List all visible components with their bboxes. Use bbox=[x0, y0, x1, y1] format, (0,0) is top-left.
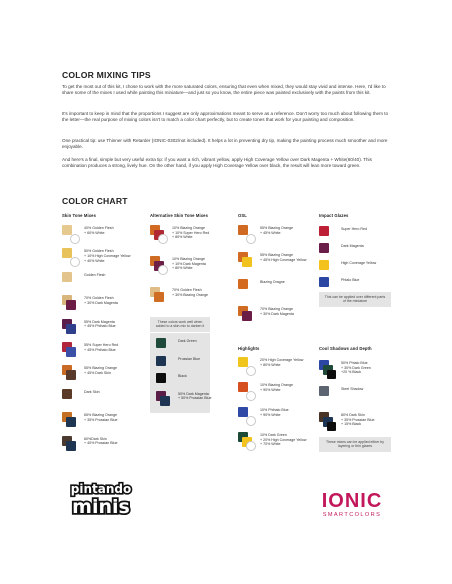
skin-mix-row bbox=[62, 412, 142, 434]
skin-mix-row bbox=[62, 295, 142, 317]
swatch-label: 10% Dark Green + 20% High Coverage Yellow + 70% White bbox=[260, 433, 307, 447]
alternative-skin-tone-heading: Alternative Skin Tone Mixes bbox=[150, 213, 209, 218]
swatch-label: 55% Blazing Orange + 45% White bbox=[260, 226, 293, 235]
osl-mix-row bbox=[238, 279, 318, 301]
swatch-group bbox=[238, 432, 260, 454]
color-swatch-secondary bbox=[66, 347, 76, 357]
swatch-group bbox=[62, 342, 84, 364]
alt-mix-row bbox=[150, 225, 230, 247]
white-dot bbox=[70, 234, 80, 244]
white-dot bbox=[70, 257, 80, 267]
swatch-label: 60%Dark Skin + 40% Prussian Blue bbox=[84, 436, 118, 446]
color-swatch bbox=[156, 373, 166, 383]
swatch-label: 50% Dark Magenta + 50% Prussian Blue bbox=[178, 391, 212, 401]
skin-mix-row bbox=[62, 248, 142, 270]
white-dot bbox=[246, 416, 256, 426]
color-swatch bbox=[156, 356, 166, 366]
retarder-tip-paragraph: One practical tip: use Thinner with Retarder (IONIC-0302/not included). It helps a lot in preventing dry tip, making the painting process much smoother and more enjoyable. bbox=[62, 138, 388, 150]
osl-mix-row bbox=[238, 306, 318, 328]
swatch-label: 20% High Coverage Yellow + 80% White bbox=[260, 358, 304, 367]
swatch-group bbox=[156, 391, 178, 413]
white-dot bbox=[158, 265, 168, 275]
color-swatch bbox=[238, 279, 248, 289]
color-swatch bbox=[238, 225, 248, 235]
swatch-group bbox=[62, 248, 84, 270]
ionic-wordmark: IONIC bbox=[321, 490, 383, 512]
ionic-smartcolors-logo bbox=[312, 488, 392, 520]
swatch-label: 50% Golden Flesh + 10% High Coverage Yellow + 40% White bbox=[84, 249, 131, 263]
color-swatch-secondary bbox=[242, 257, 252, 267]
highlights-heading: Highlights bbox=[238, 346, 260, 351]
swatch-label: 55% Blazing Orange + 45% High Coverage Yellow bbox=[260, 253, 307, 262]
swatch-label: 70% Golden Flesh + 30% Blazing Orange bbox=[172, 288, 209, 297]
swatch-label: Black bbox=[178, 374, 187, 378]
alt-note: These colors work well when added to a skin mix to darken it bbox=[150, 317, 210, 332]
osl-mix-row bbox=[238, 225, 318, 247]
dark-mix-row bbox=[156, 391, 236, 413]
cool-mix-row bbox=[319, 386, 399, 408]
skin-mix-row bbox=[62, 319, 142, 341]
color-swatch bbox=[319, 386, 329, 396]
color-swatch bbox=[156, 338, 166, 348]
osl-mix-row bbox=[238, 252, 318, 274]
skin-mix-row bbox=[62, 272, 142, 294]
swatch-label: 55% Dark Magenta + 45% Phthalo Blue bbox=[84, 319, 116, 329]
swatch-group bbox=[319, 360, 341, 382]
white-dot bbox=[246, 366, 256, 376]
white-dot bbox=[246, 391, 256, 401]
color-swatch-tertiary bbox=[327, 370, 336, 379]
swatch-group bbox=[62, 225, 84, 247]
highlight-mix-row bbox=[238, 357, 318, 379]
cool-note: These mixes can be applied either by layering or thin glazes bbox=[319, 437, 391, 452]
color-swatch-secondary bbox=[66, 417, 76, 427]
swatch-label: Phtalo Blue bbox=[341, 278, 360, 282]
swatch-label: 70% Golden Flesh + 30% Dark Magenta bbox=[84, 296, 118, 305]
swatch-label: 40% Golden Flesh + 60% White bbox=[84, 226, 114, 235]
color-swatch-secondary bbox=[66, 300, 76, 310]
highlight-mix-row bbox=[238, 382, 318, 404]
color-swatch bbox=[319, 226, 329, 236]
swatch-group bbox=[238, 279, 260, 301]
alt-mix-row bbox=[150, 287, 230, 309]
color-swatch-secondary bbox=[154, 292, 164, 302]
swatch-label: Dark Green bbox=[178, 339, 197, 343]
swatch-label: 65% Blazing Orange + 35% Prussian Blue bbox=[84, 413, 118, 422]
swatch-label: High Coverage Yellow bbox=[341, 261, 377, 265]
swatch-label: Blazing Oragne bbox=[260, 280, 285, 284]
swatch-label: 55% Super Hero Red + 45% Phthalo Blue bbox=[84, 343, 119, 352]
color-swatch bbox=[319, 277, 329, 287]
swatch-label: 10% Blazing Orange + 90% White bbox=[260, 383, 293, 392]
swatch-group bbox=[319, 412, 341, 434]
swatch-label: 55% Blazing Orange + 45% Dark Skin bbox=[84, 366, 117, 375]
color-swatch-secondary bbox=[160, 396, 170, 406]
logo-word-minis: minis bbox=[72, 496, 130, 518]
swatch-group bbox=[238, 382, 260, 404]
color-swatch bbox=[238, 407, 248, 417]
swatch-label: 10% Blazing Orange + 10% Dark Magenta + 80% White bbox=[172, 257, 206, 271]
skin-mix-row bbox=[62, 225, 142, 247]
color-swatch bbox=[319, 243, 329, 253]
swatch-group bbox=[150, 287, 172, 309]
skin-mix-row bbox=[62, 342, 142, 364]
pintando-minis-logo-art bbox=[62, 478, 140, 518]
swatch-label: Dark Magenta bbox=[341, 244, 364, 248]
color-swatch-secondary bbox=[242, 311, 252, 321]
color-swatch bbox=[238, 382, 248, 392]
logo-word-pintando: pintando bbox=[70, 482, 132, 496]
alt-mix-row bbox=[150, 256, 230, 278]
swatch-group bbox=[238, 306, 260, 328]
skin-mix-row bbox=[62, 436, 142, 458]
pintando-minis-logo bbox=[62, 478, 140, 518]
swatch-group bbox=[62, 389, 84, 411]
color-swatch bbox=[62, 272, 72, 282]
swatch-label: Golden Flesh bbox=[84, 272, 106, 277]
impact-note: This can be applied over different parts of the miniature bbox=[319, 292, 391, 307]
swatch-group bbox=[62, 295, 84, 317]
swatch-label: 80% Dark Skin + 35% Prussian Blue + 15% Black bbox=[341, 413, 375, 427]
proportions-paragraph: It's important to keep in mind that the proportions I suggest are only approximations meant to serve as a reference. Don't worry too much about following them to the letter—the real purpose of mixing colors isn't to match a color chart perfectly, but to create tones that work for your painting and composition. bbox=[62, 111, 389, 123]
color-chart-heading: COLOR CHART bbox=[62, 196, 128, 206]
swatch-group bbox=[150, 225, 172, 247]
intro-paragraph: To get the most out of this kit, I chose to work with the more saturated colors, ensuring that even when mixed, they would stay vivid and intense. Here, I'd like to share some of the mixes I used while painting this miniature—and just so you know, the entire piece was painted exclusively with the paints from this kit. bbox=[62, 84, 386, 96]
color-swatch bbox=[62, 225, 72, 235]
swatch-group bbox=[238, 407, 260, 429]
color-mixing-tips-heading: COLOR MIXING TIPS bbox=[62, 70, 151, 80]
cool-mix-row bbox=[319, 412, 399, 434]
swatch-label: 70% Blazing Orange + 30% Dark Magenta bbox=[260, 307, 294, 316]
white-dot bbox=[246, 234, 256, 244]
cool-shadows-heading: Cool Shadows and Depth bbox=[319, 346, 372, 351]
color-swatch-secondary bbox=[66, 324, 76, 334]
swatch-group bbox=[238, 357, 260, 379]
ionic-logo-art bbox=[312, 488, 392, 520]
swatch-label: 50% Phtalo Blue + 30% Dark Green +20 % Black bbox=[341, 361, 371, 375]
swatch-group bbox=[319, 386, 341, 408]
swatch-label: Super Hero Red bbox=[341, 227, 367, 231]
swatch-group bbox=[62, 319, 84, 341]
color-swatch-secondary bbox=[66, 441, 76, 451]
color-swatch-secondary bbox=[66, 370, 76, 380]
yellow-tip-paragraph: And here's a final, simple but very useful extra tip: if you want a rich, vibrant yellow, apply High Coverage Yellow over Dark Magenta + White(60/40). This combination produces a strong, lively hue. On the other hand, if you apply High Coverage Yellow over black, the result will lean more toward green. bbox=[62, 157, 372, 169]
cool-mix-row bbox=[319, 360, 399, 382]
swatch-group bbox=[238, 252, 260, 274]
swatch-label: 10% Blazing Orange + 10% Super Hero Red + 80% White bbox=[172, 226, 210, 240]
swatch-label: 10% Phthalo Blue + 90% White bbox=[260, 408, 289, 417]
osl-heading: OSL bbox=[238, 213, 247, 218]
impact-glazes-heading: Impact Glazes bbox=[319, 213, 349, 218]
smartcolors-wordmark: SMARTCOLORS bbox=[322, 512, 382, 518]
color-swatch-tertiary bbox=[327, 422, 336, 431]
skin-tone-mixes-heading: Skin Tone Mixes bbox=[62, 213, 96, 218]
swatch-label: Steel Shadow bbox=[341, 387, 364, 391]
swatch-group bbox=[62, 365, 84, 387]
swatch-label: Prussian Blue bbox=[178, 356, 201, 361]
color-swatch bbox=[238, 357, 248, 367]
color-swatch bbox=[319, 260, 329, 270]
white-dot bbox=[246, 441, 256, 451]
swatch-group bbox=[62, 272, 84, 294]
white-dot bbox=[158, 234, 168, 244]
skin-mix-row bbox=[62, 389, 142, 411]
color-swatch bbox=[62, 389, 72, 399]
swatch-group bbox=[150, 256, 172, 278]
swatch-group bbox=[62, 436, 84, 458]
color-swatch bbox=[62, 248, 72, 258]
highlight-mix-row bbox=[238, 432, 318, 454]
highlight-mix-row bbox=[238, 407, 318, 429]
swatch-label: Dark Skin bbox=[84, 389, 100, 394]
swatch-group bbox=[62, 412, 84, 434]
swatch-group bbox=[238, 225, 260, 247]
skin-mix-row bbox=[62, 365, 142, 387]
